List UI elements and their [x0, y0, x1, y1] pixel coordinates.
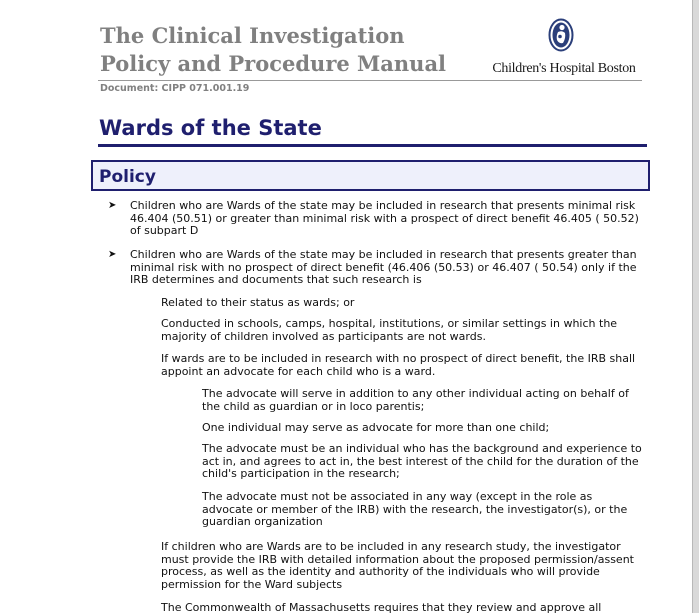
- bullet-item: [108, 199, 645, 238]
- policy-heading: Policy: [99, 167, 156, 187]
- advocate-intro: If wards are to be included in research with no prospect of direct benefit, the IRB shall appoint an advocate for each child who is a ward.: [161, 352, 636, 378]
- page-shadow: [693, 0, 699, 613]
- bullet-text: Children who are Wards of the state may be included in research that presents minimal risk 46.404 (50.51) or greater than minimal risk with a prospect of direct benefit 46.405 ( 50.52) of subpart D: [130, 199, 639, 237]
- hospital-logo: [484, 18, 644, 80]
- section-divider: [98, 144, 647, 147]
- commonwealth-paragraph: The Commonwealth of Massachusetts requires that they review and approve all: [161, 601, 602, 614]
- investigator-paragraph: If children who are Wards are to be included in any research study, the investigator must provide the IRB with detailed information about the proposed permission/assent process, as well as the identity and authority of the individuals who will provide permission for the Ward subjects: [161, 540, 634, 591]
- document-number: Document: CIPP 071.001.19: [100, 83, 250, 94]
- bullet-item: [108, 248, 645, 287]
- condition-item: Related to their status as wards; or: [161, 296, 355, 309]
- condition-item: Conducted in schools, camps, hospital, institutions, or similar settings in which the majority of children involved as participants are not wards.: [161, 317, 618, 343]
- advocate-rule: The advocate must be an individual who has the background and experience to act in, and agrees to act in, the best interest of the child for the duration of the child's participation in the research;: [202, 442, 642, 480]
- header-divider: [98, 80, 642, 81]
- arrow-bullet-icon: ➤: [108, 200, 117, 211]
- advocate-rule: The advocate will serve in addition to any other individual acting on behalf of the child as guardian or in loco parentis;: [202, 387, 629, 413]
- advocate-rule: One individual may serve as advocate for more than one child;: [202, 421, 550, 434]
- mother-child-emblem-icon: [548, 18, 574, 52]
- arrow-bullet-icon: ➤: [108, 249, 117, 260]
- bullet-text: Children who are Wards of the state may be included in research that presents greater than minimal risk with no prospect of direct benefit (46.406 (50.53) or 46.407 ( 50.54) only if the IRB determines and documents that such research is: [130, 248, 637, 286]
- logo-text: Children's Hospital Boston: [492, 61, 636, 76]
- section-title: Wards of the State: [99, 116, 322, 140]
- manual-title: The Clinical Investigation Policy and Procedure Manual: [100, 23, 447, 76]
- advocate-rule: The advocate must not be associated in any way (except in the role as advocate or member of the IRB) with the research, the investigator(s), or the guardian organization: [202, 490, 628, 528]
- policy-heading-box: [91, 160, 650, 191]
